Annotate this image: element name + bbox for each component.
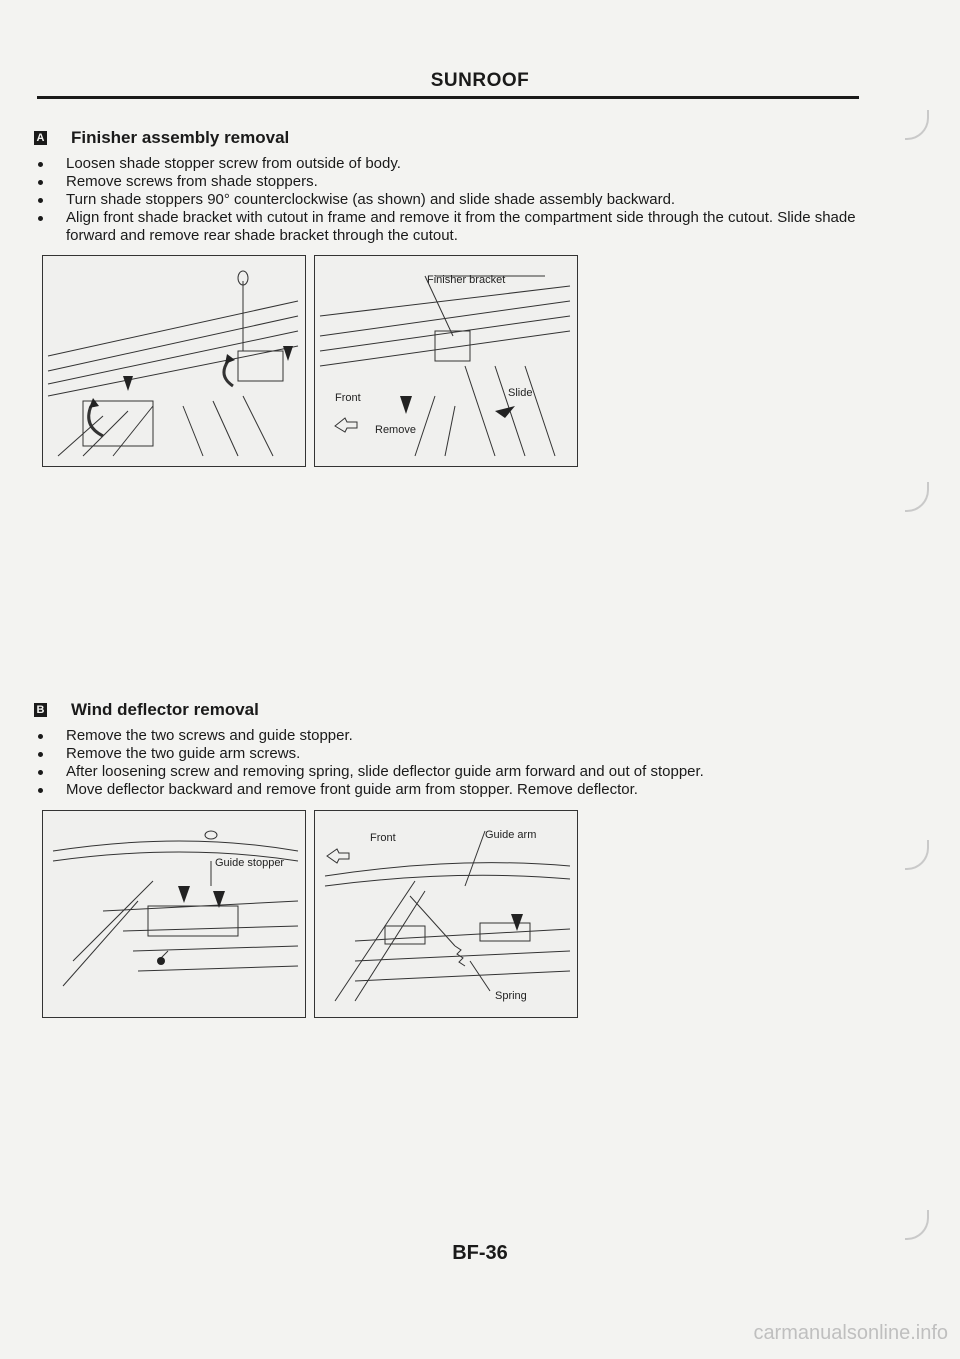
figure-shade-stopper: [42, 255, 306, 467]
spring-label: Spring: [495, 990, 527, 1002]
section-a-title: Finisher assembly removal: [71, 128, 290, 147]
section-b-bullets: [38, 727, 868, 799]
section-a-bullets: [38, 155, 868, 245]
list-item: Turn shade stoppers 90° counterclockwise (as shown) and slide shade assembly backward.: [38, 191, 868, 209]
margin-mark: [905, 110, 929, 140]
list-item: Remove the two guide arm screws.: [38, 745, 868, 763]
figure-guide-arm: [314, 810, 578, 1018]
section-a-heading: [34, 128, 289, 148]
section-a-letter: A: [34, 131, 47, 145]
list-item: Loosen shade stopper screw from outside of body.: [38, 155, 868, 173]
figure-guide-stopper: [42, 810, 306, 1018]
finisher-bracket-label: Finisher bracket: [427, 274, 506, 286]
guide-stopper-label: Guide stopper: [215, 857, 285, 869]
page-header-title: SUNROOF: [430, 70, 530, 91]
guide-stopper-illustration: [43, 811, 305, 1017]
list-item: Move deflector backward and remove front guide arm from stopper. Remove deflector.: [38, 781, 868, 799]
front-label: Front: [335, 392, 361, 404]
list-item: After loosening screw and removing spring, slide deflector guide arm forward and out of stopper.: [38, 763, 868, 781]
list-item: Remove the two screws and guide stopper.: [38, 727, 868, 745]
watermark: carmanualsonline.info: [753, 1322, 948, 1344]
header-rule: [37, 96, 859, 99]
figure-finisher-bracket: [314, 255, 578, 467]
front-label: Front: [370, 832, 396, 844]
section-b-letter: B: [34, 703, 47, 717]
shade-stopper-illustration: [43, 256, 305, 466]
guide-arm-label: Guide arm: [485, 829, 537, 841]
page-number: BF-36: [452, 1242, 508, 1264]
list-item: Align front shade bracket with cutout in frame and remove it from the compartment side through the cutout. Slide shade forward and remove rear shade bracket through the cutout.: [38, 209, 868, 245]
remove-label: Remove: [375, 424, 416, 436]
margin-mark: [905, 482, 929, 512]
list-item: Remove screws from shade stoppers.: [38, 173, 868, 191]
section-b-heading: [34, 700, 259, 720]
margin-mark: [905, 1210, 929, 1240]
guide-arm-illustration: [315, 811, 577, 1017]
slide-label: Slide: [508, 387, 533, 399]
finisher-bracket-illustration: [315, 256, 577, 466]
margin-mark: [905, 840, 929, 870]
section-b-title: Wind deflector removal: [71, 700, 259, 719]
